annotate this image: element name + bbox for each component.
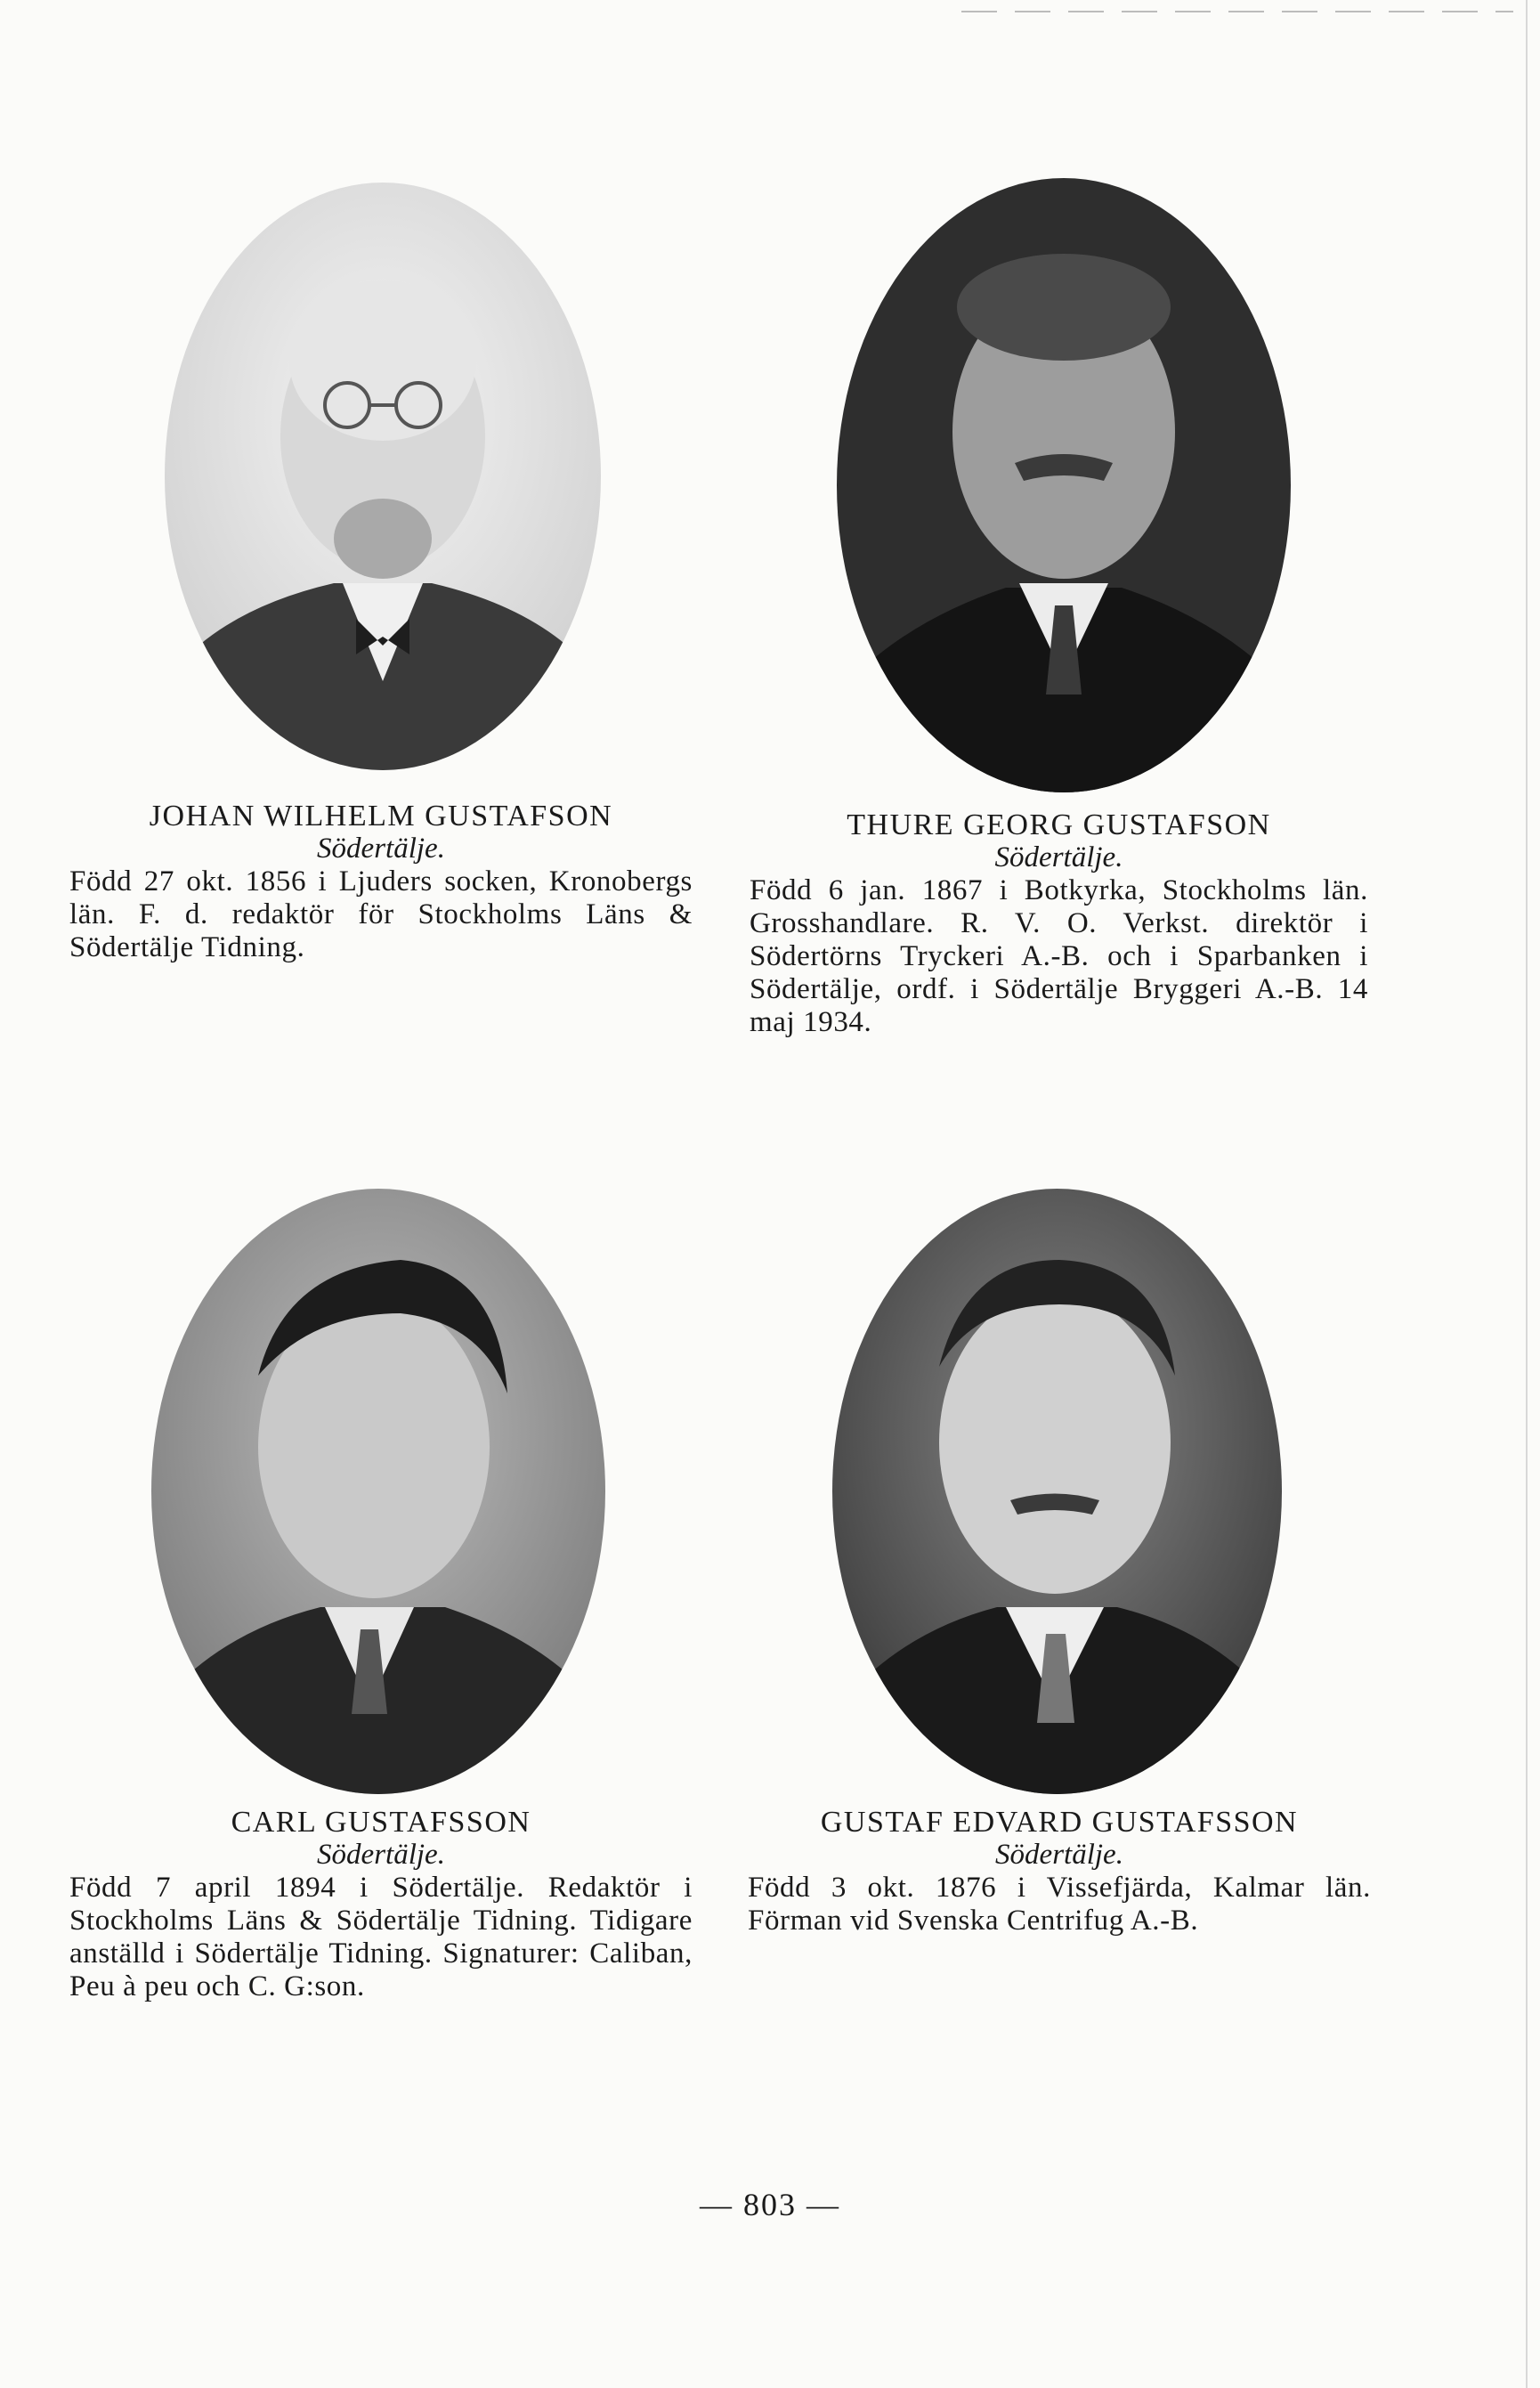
person-place: Södertälje. [994,841,1123,873]
person-biography: Född 27 okt. 1856 i Ljuders socken, Kronobergs län. F. d. redaktör för Stockholms Läns & Södertälje Tidning. [69,865,693,963]
entry-thure-georg-gustafson [750,808,1368,1039]
entry-carl-gustafsson [69,1806,693,2003]
portrait-photo-gustaf-edvard-gustafsson [832,1189,1282,1794]
entry-johan-wilhelm-gustafson [69,800,693,964]
top-edge-rule [961,11,1513,12]
portrait-photo-carl-gustafsson [151,1189,605,1794]
page-edge-shadow [1526,0,1528,2388]
page-number: — 803 — [700,2187,840,2222]
portrait-photo-thure-georg-gustafson [837,178,1291,792]
person-biography: Född 7 april 1894 i Södertälje. Redaktör i Stockholms Läns & Södertälje Tidning. Tidigare anställd i Södertälje Tidning. Signaturer: Caliban, Peu à peu och C. G:son. [69,1872,693,2002]
person-name: THURE GEORG GUSTAFSON [847,808,1271,841]
person-name: JOHAN WILHELM GUSTAFSON [149,800,613,833]
person-place: Södertälje. [317,833,445,865]
portrait-photo-johan-wilhelm-gustafson [165,183,601,770]
person-biography: Född 6 jan. 1867 i Botkyrka, Stockholms län. Grosshandlare. R. V. O. Verkst. direktör i Södertörns Tryckeri A.-B. och i Sparbanken i Södertälje, ordf. i Södertälje Bryggeri A.-B. 14 maj 1934. [750,874,1368,1038]
person-place: Södertälje. [995,1839,1123,1871]
person-biography: Född 3 okt. 1876 i Vissefjärda, Kalmar län. Förman vid Svenska Centrifug A.-B. [748,1872,1371,1937]
person-name: GUSTAF EDVARD GUSTAFSSON [820,1806,1299,1839]
entry-gustaf-edvard-gustafsson [748,1806,1371,1937]
person-place: Södertälje. [317,1839,445,1871]
person-name: CARL GUSTAFSSON [231,1806,531,1839]
